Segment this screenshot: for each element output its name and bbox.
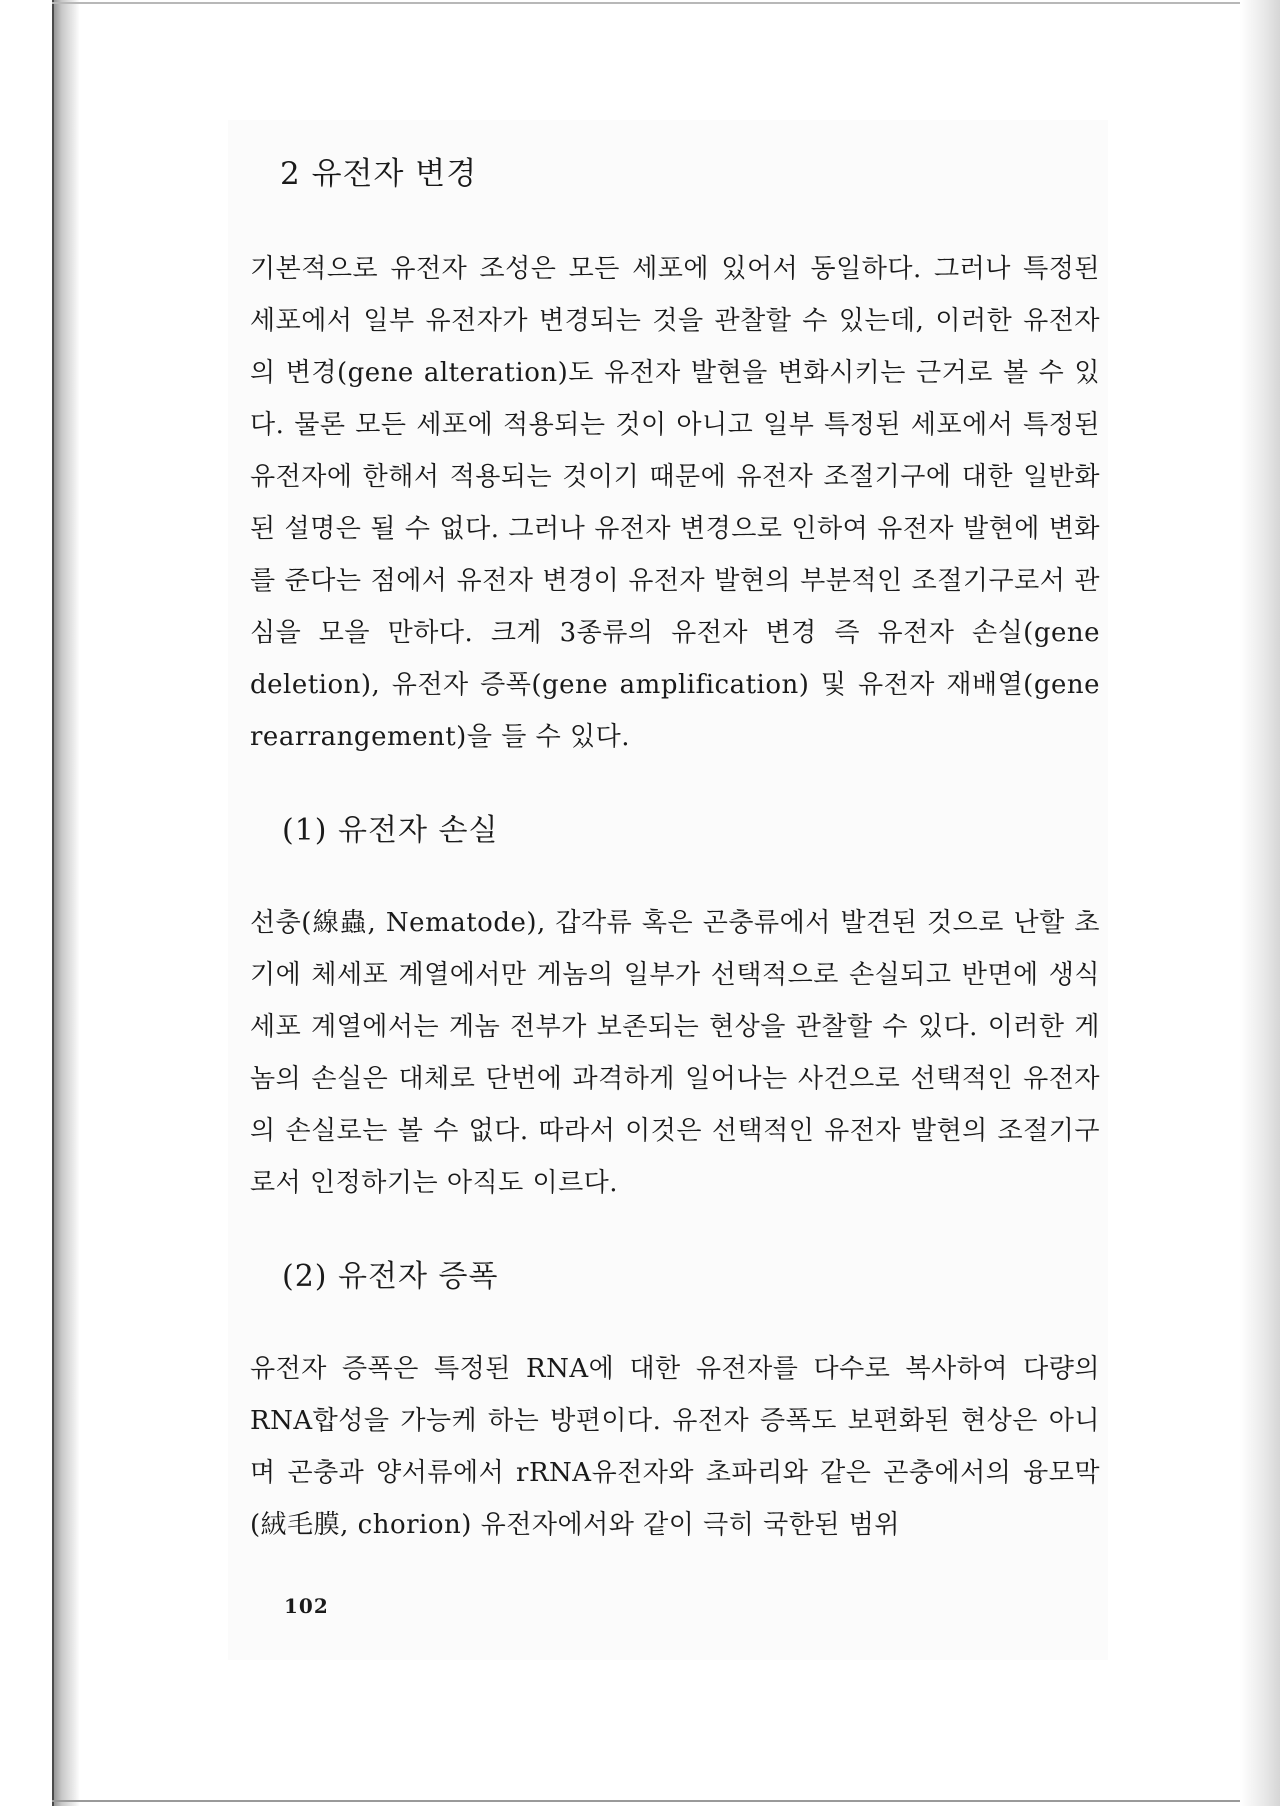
page-content [250,148,1100,1551]
book-spine-edge [52,0,54,1806]
page-number: 102 [284,1594,329,1618]
subsection-title-gene-deletion: (1) 유전자 손실 [282,813,499,848]
section-title: 2 유전자 변경 [280,156,478,192]
paragraph-intro: 기본적으로 유전자 조성은 모든 세포에 있어서 동일하다. 그러나 특정된 세포에서 일부 유전자가 변경되는 것을 관찰할 수 있는데, 이러한 유전자의 변경(gene alteration)도 유전자 발현을 변화시키는 근거로 볼 수 있다. 물론 모든 세포에 적용되는 것이 아니고 일부 특정된 세포에서 특정된 유전자에 한해서 적용되는 것이기 때문에 유전자 조절기구에 대한 일반화된 설명은 될 수 없다. 그러나 유전자 변경으로 인하여 유전자 발현에 변화를 준다는 점에서 유전자 변경이 유전자 발현의 부분적인 조절기구로서 관심을 모을 만하다. 크게 3종류의 유전자 변경 즉 유전자 손실(gene deletion), 유전자 증폭(gene amplification) 및 유전자 재배열(gene rearrangement)을 들 수 있다. [250,254,1100,752]
paragraph-gene-deletion: 선충(線蟲, Nematode), 갑각류 혹은 곤충류에서 발견된 것으로 난할 초기에 체세포 계열에서만 게놈의 일부가 선택적으로 손실되고 반면에 생식세포 계열에서는 게놈 전부가 보존되는 현상을 관찰할 수 있다. 이러한 게놈의 손실은 대체로 단번에 과격하게 일어나는 사건으로 선택적인 유전자의 손실로는 볼 수 없다. 따라서 이것은 선택적인 유전자 발현의 조절기구로서 인정하기는 아직도 이르다. [250,908,1100,1198]
paragraph-gene-amplification: 유전자 증폭은 특정된 RNA에 대한 유전자를 다수로 복사하여 다량의 RNA합성을 가능케 하는 방편이다. 유전자 증폭도 보편화된 현상은 아니며 곤충과 양서류에서 rRNA유전자와 초파리와 같은 곤충에서의 융모막(絨毛膜, chorion) 유전자에서와 같이 극히 국한된 범위 [250,1354,1100,1540]
subsection-title-gene-amplification: (2) 유전자 증폭 [282,1259,499,1294]
page-right-shade [1240,0,1280,1806]
page-top-edge [52,2,1280,4]
book-spine-shadow [52,0,80,1806]
page-bottom-edge [52,1800,1280,1802]
